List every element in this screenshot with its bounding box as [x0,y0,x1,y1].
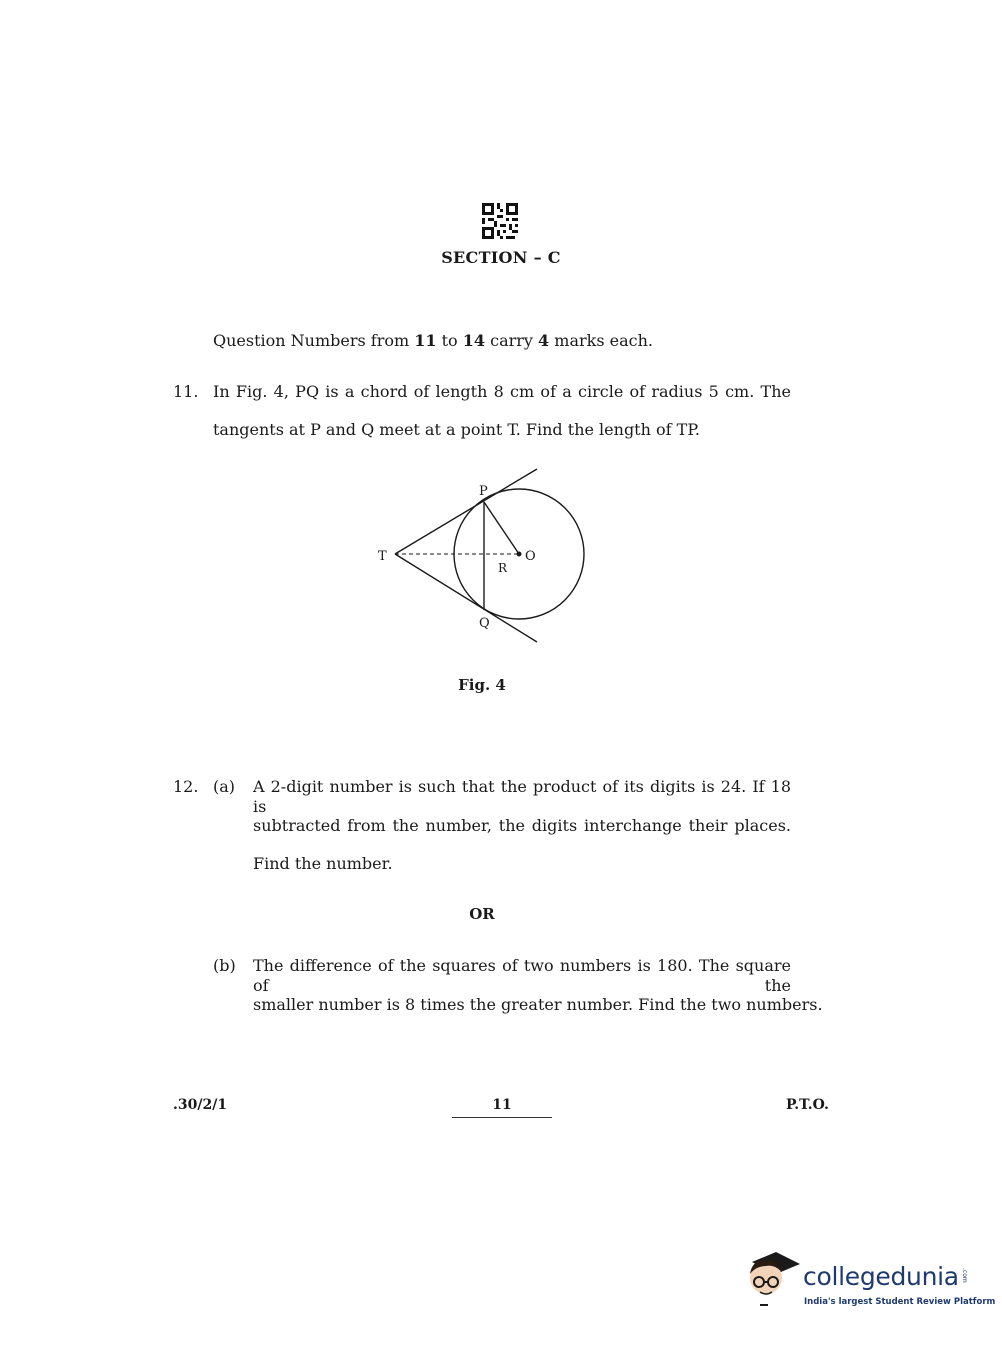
paper-code: .30/2/1 [173,1097,228,1113]
instructions-marks: 4 [538,331,550,350]
label-o: O [525,549,536,564]
tangent-tp [395,469,537,554]
question-12b-line-2: smaller number is 8 times the greater number. Find the two numbers. [253,995,823,1014]
section-title: SECTION – C [441,248,561,267]
fig-4-caption: Fig. 4 [458,676,506,694]
question-11-line-1: In Fig. 4, PQ is a chord of length 8 cm of a circle of radius 5 cm. The [213,382,791,401]
question-12a-line-3: Find the number. [253,854,393,873]
question-11-line-2: tangents at P and Q meet at a point T. Find the length of TP. [213,420,700,439]
collegedunia-wordmark: collegedunia [803,1262,959,1291]
question-12a-line-2: subtracted from the number, the digits interchange their places. [253,816,791,835]
radius-op [484,502,519,554]
qr-code-icon [482,203,518,239]
question-12a-line-1: A 2-digit number is such that the product of its digits is 24. If 18 is [253,777,791,816]
label-q: Q [479,616,490,631]
label-t: T [378,549,387,564]
fig-4-diagram [370,465,600,650]
centre-dot [517,552,522,557]
or-divider: OR [469,905,495,923]
instructions-mid: to [436,331,463,350]
question-12b-label: (b) [213,956,236,975]
collegedunia-dotcom: .com [961,1268,968,1283]
label-r: R [498,561,508,575]
question-11-number: 11. [173,382,199,401]
question-12a-label: (a) [213,777,236,796]
page-number-underline [452,1117,552,1118]
instructions-mid2: carry [485,331,539,350]
instructions [213,331,653,351]
instructions-prefix: Question Numbers from [213,331,415,350]
collegedunia-tagline: India's largest Student Review Platform [804,1297,996,1307]
tangent-tq [395,554,537,642]
instructions-to: 14 [462,331,486,350]
page-number: 11 [492,1097,512,1113]
label-p: P [479,484,488,499]
instructions-suffix: marks each. [549,331,653,350]
question-12-number: 12. [173,777,199,796]
pto-label: P.T.O. [786,1097,829,1113]
question-12b-line-1: The difference of the squares of two numbers is 180. The square of the [253,956,791,995]
instructions-from: 11 [414,331,437,350]
collegedunia-mascot-icon [742,1248,804,1310]
